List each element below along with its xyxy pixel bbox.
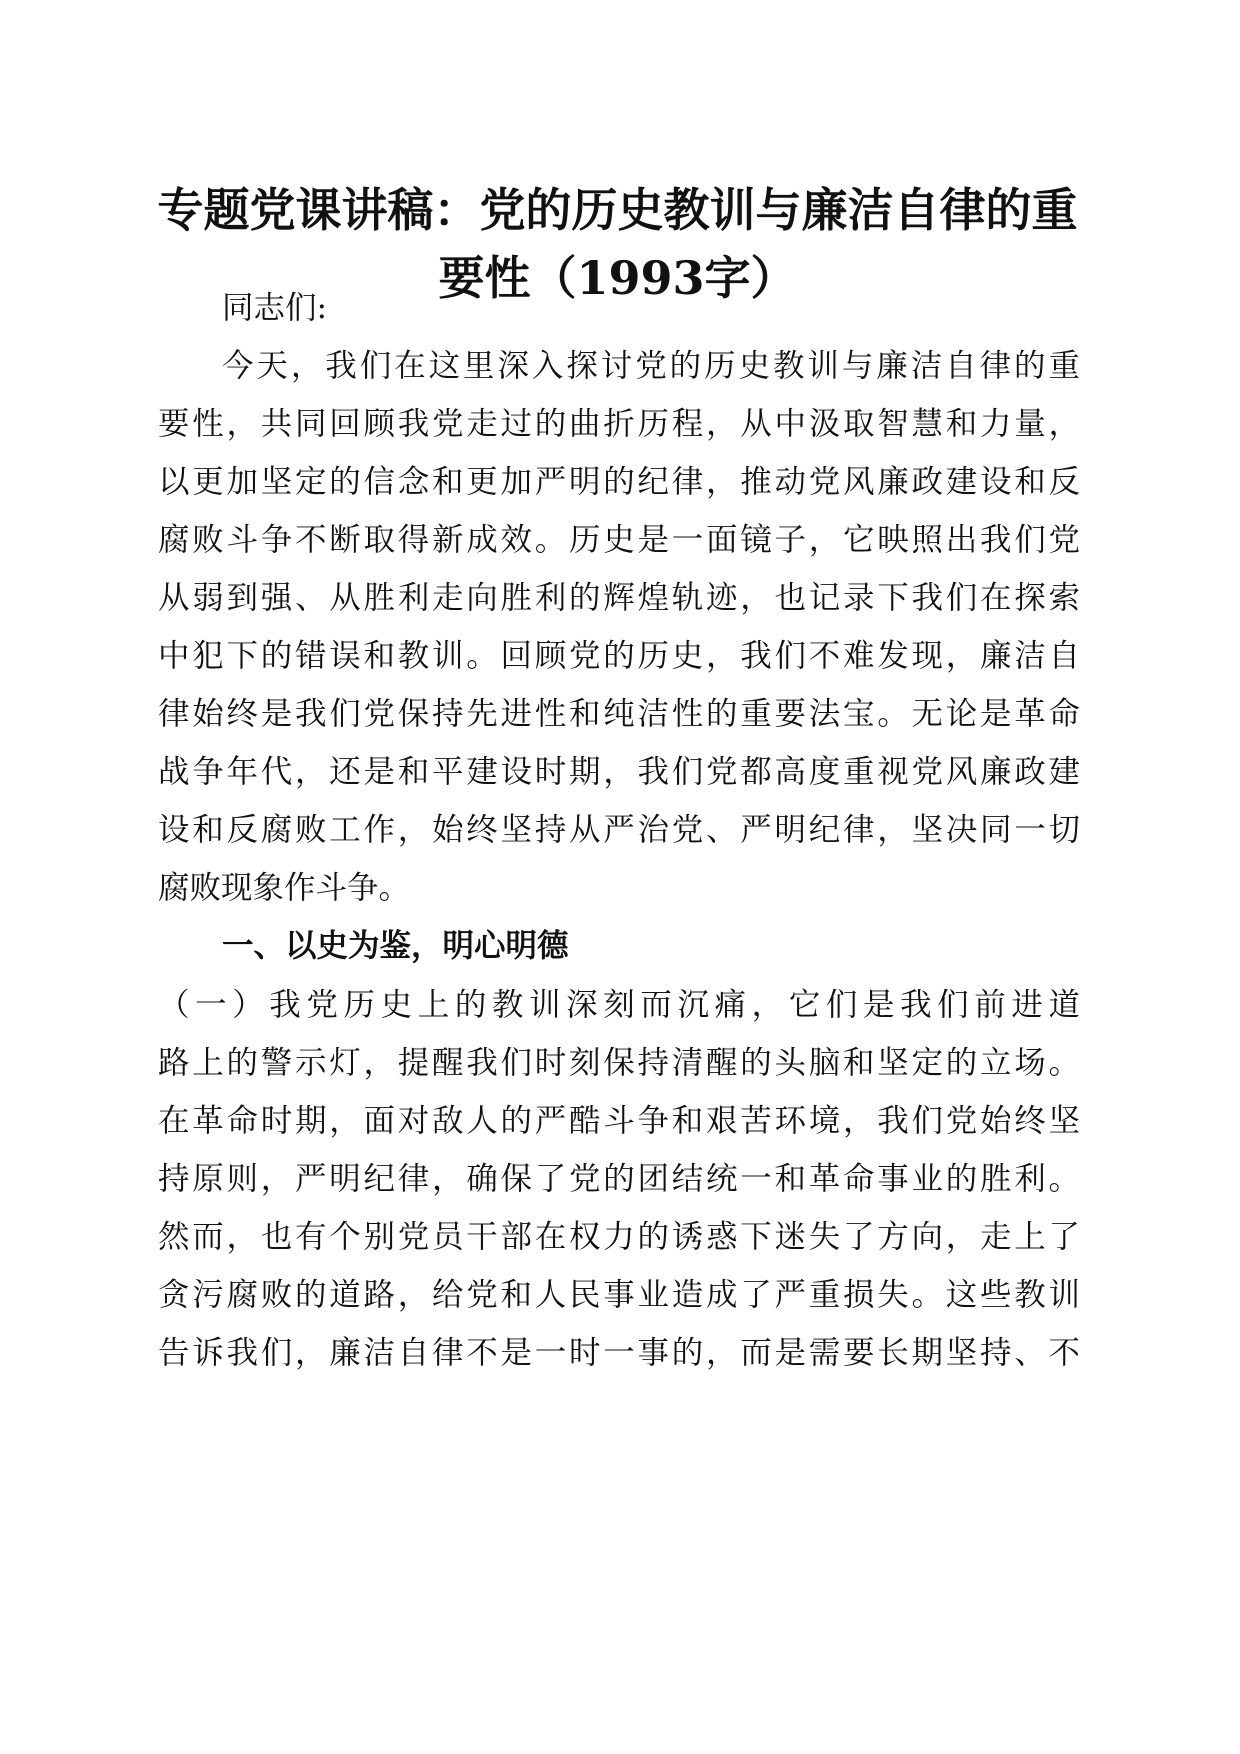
body-line-13: 在革命时期，面对敌人的严酷斗争和艰苦环境，我们党始终坚 xyxy=(158,1103,1080,1139)
body-line-16: 贪污腐败的道路，给党和人民事业造成了严重损失。这些教训 xyxy=(158,1277,1080,1313)
body-line-6: 中犯下的错误和教训。回顾党的历史，我们不难发现，廉洁自 xyxy=(158,638,1080,674)
section-heading: 一、以史为鉴，明心明德 xyxy=(222,928,569,964)
body-line-8: 战争年代，还是和平建设时期，我们党都高度重视党风廉政建 xyxy=(158,754,1080,790)
document-title-line-1: 专题党课讲稿：党的历史教训与廉洁自律的重 xyxy=(157,183,1078,237)
body-line-10: 腐败现象作斗争。 xyxy=(158,870,411,906)
body-line-5: 从弱到强、从胜利走向胜利的辉煌轨迹，也记录下我们在探索 xyxy=(158,580,1080,616)
body-line-11: （一）我党历史上的教训深刻而沉痛，它们是我们前进道 xyxy=(158,987,1080,1023)
body-line-4: 腐败斗争不断取得新成效。历史是一面镜子，它映照出我们党 xyxy=(158,522,1080,558)
body-line-7: 律始终是我们党保持先进性和纯洁性的重要法宝。无论是革命 xyxy=(158,696,1080,732)
body-line-3: 以更加坚定的信念和更加严明的纪律，推动党风廉政建设和反 xyxy=(158,464,1080,500)
body-line-14: 持原则，严明纪律，确保了党的团结统一和革命事业的胜利。 xyxy=(158,1161,1080,1197)
body-line-1: 今天，我们在这里深入探讨党的历史教训与廉洁自律的重 xyxy=(222,348,1080,384)
body-line-12: 路上的警示灯，提醒我们时刻保持清醒的头脑和坚定的立场。 xyxy=(158,1045,1080,1081)
salutation: 同志们: xyxy=(222,290,328,326)
body-line-15: 然而，也有个别党员干部在权力的诱惑下迷失了方向，走上了 xyxy=(158,1219,1080,1255)
body-line-9: 设和反腐败工作，始终坚持从严治党、严明纪律，坚决同一切 xyxy=(158,812,1080,848)
body-line-17: 告诉我们，廉洁自律不是一时一事的，而是需要长期坚持、不 xyxy=(158,1335,1080,1371)
document-title-line-2: 要性（1993字） xyxy=(438,251,797,305)
body-line-2: 要性，共同回顾我党走过的曲折历程，从中汲取智慧和力量， xyxy=(158,406,1080,442)
